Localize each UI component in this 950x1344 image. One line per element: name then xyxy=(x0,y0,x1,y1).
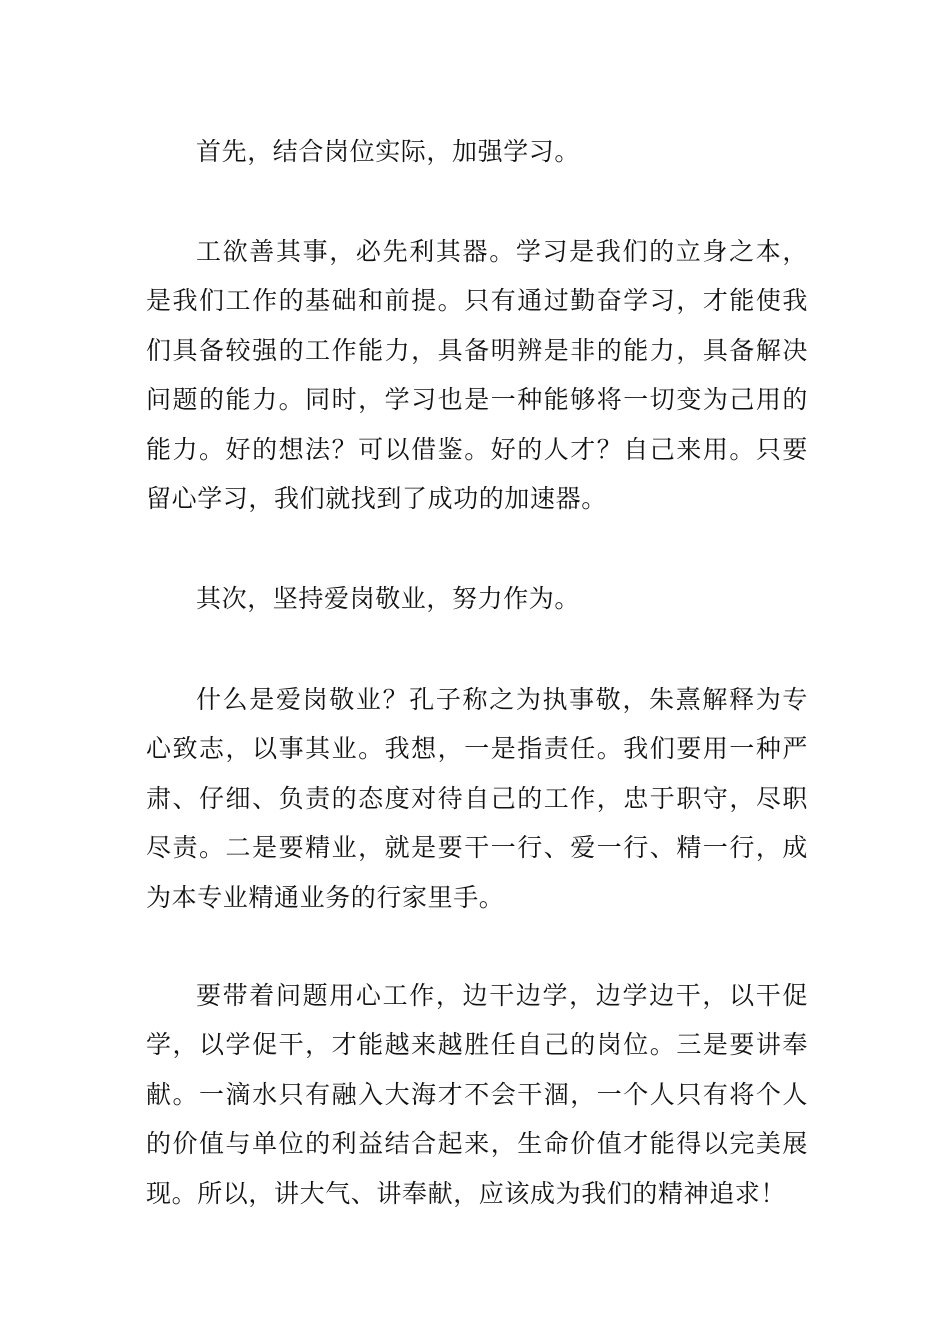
paragraph-body-2: 什么是爱岗敬业？孔子称之为执事敬，朱熹解释为专心致志，以事其业。我想，一是指责任。我们要用一种严肃、仔细、负责的态度对待自己的工作，忠于职守，尽职尽责。二是要精业，就是要干一行、爱一行、精一行，成为本专业精通业务的行家里手。 xyxy=(146,685,808,912)
paragraph-heading-2: 其次，坚持爱岗敬业，努力作为。 xyxy=(196,584,581,613)
paragraph-body-1: 工欲善其事，必先利其器。学习是我们的立身之本，是我们工作的基础和前提。只有通过勤奋学习，才能使我们具备较强的工作能力，具备明辨是非的能力，具备解决问题的能力。同时，学习也是一种能够将一切变为己用的能力。好的想法？可以借鉴。好的人才？自己来用。只要留心学习，我们就找到了成功的加速器。 xyxy=(146,237,808,514)
paragraph-body-3: 要带着问题用心工作，边干边学，边学边干，以干促学，以学促干，才能越来越胜任自己的岗位。三是要讲奉献。一滴水只有融入大海才不会干涸，一个人只有将个人的价值与单位的利益结合起来，生命价值才能得以完美展现。所以，讲大气、讲奉献，应该成为我们的精神追求！ xyxy=(146,981,808,1208)
paragraph-heading-1: 首先，结合岗位实际，加强学习。 xyxy=(196,137,581,166)
